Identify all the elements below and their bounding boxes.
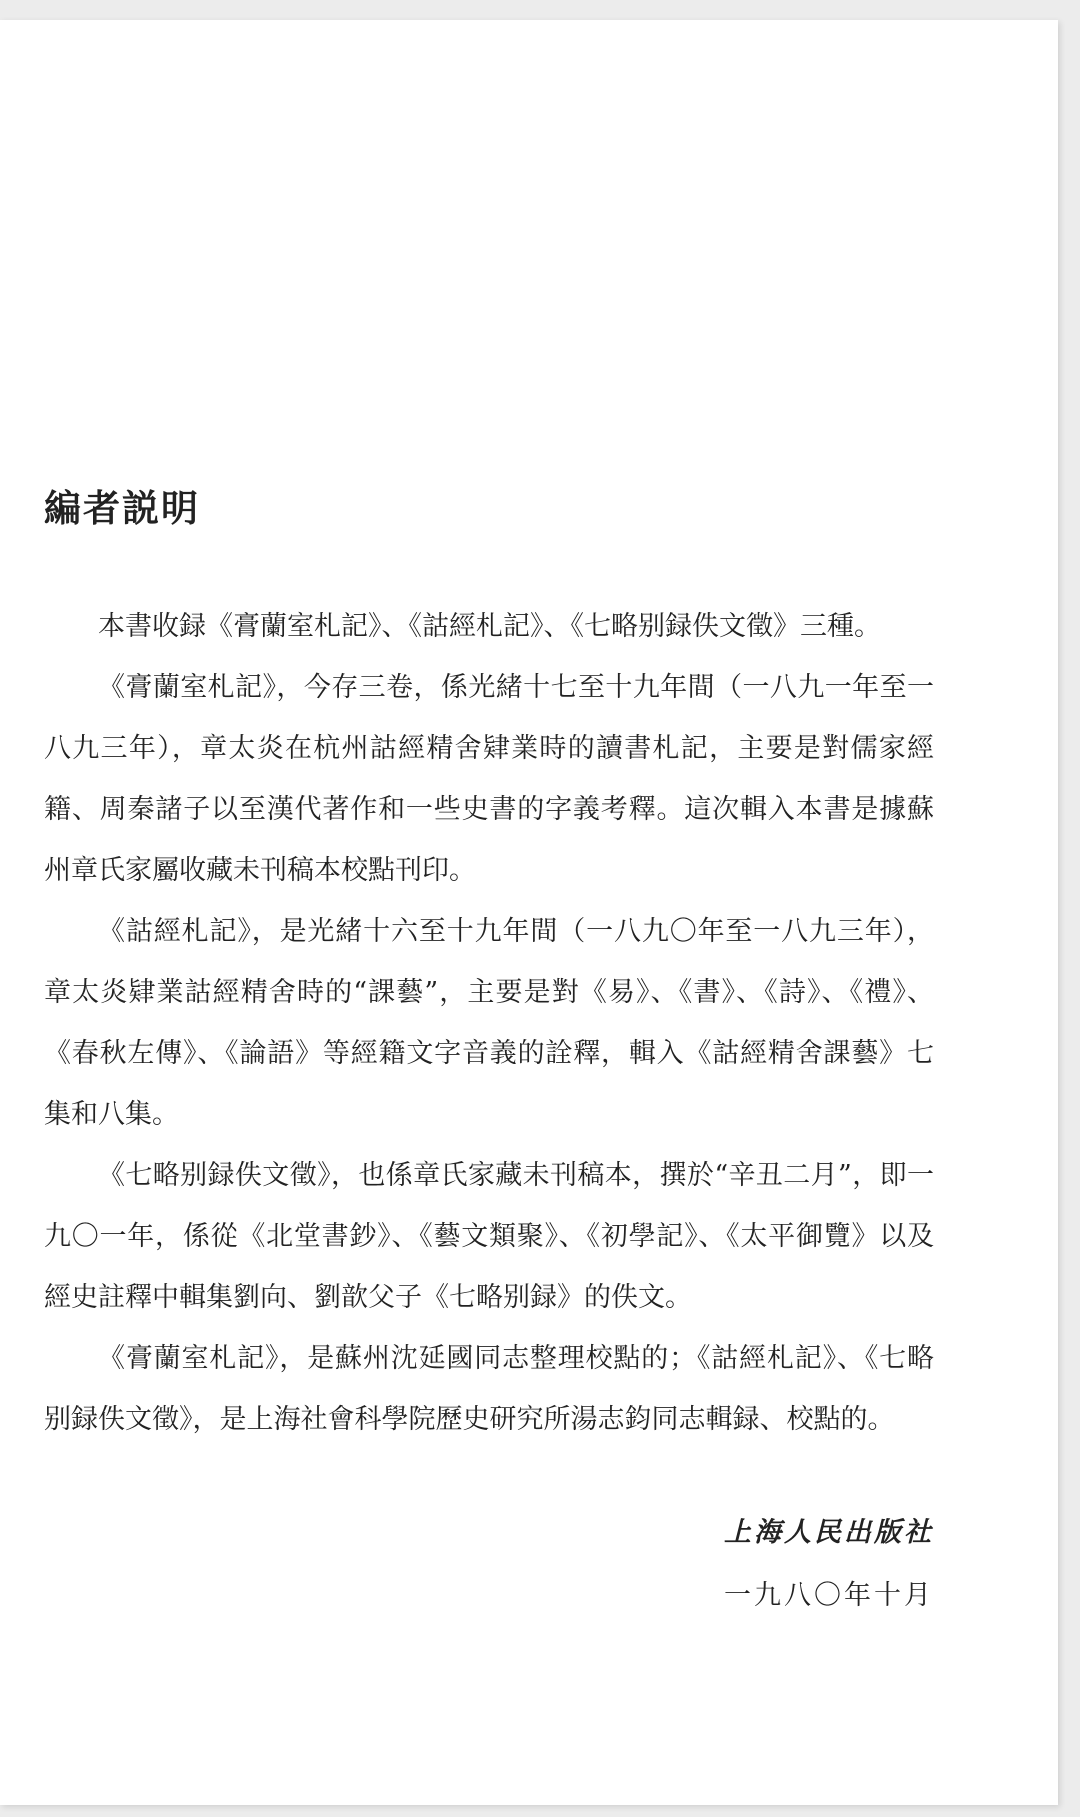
publication-date: 一九八〇年十月 xyxy=(724,1580,934,1611)
paragraph-1: 本書收録《膏蘭室札記》、《詁經札記》、《七略别録佚文徵》三種。 xyxy=(98,611,881,642)
paragraph-2: 《膏蘭室札記》，今存三卷，係光緒十七至十九年間（一八九一年至一八九三年），章太炎在杭州詁經精舍肄業時的讀書札記，主要是對儒家經籍、周秦諸子以至漢代著作和一些史書的字義考釋。這次輯入本書是據蘇州章氏家屬收藏未刊稿本校點刊印。 xyxy=(44,672,934,886)
publisher-signature: 上海人民出版社 xyxy=(724,1517,934,1548)
page-title: 編者説明 xyxy=(44,487,200,530)
paragraph-5: 《膏蘭室札記》，是蘇州沈延國同志整理校點的；《詁經札記》、《七略别録佚文徵》，是上海社會科學院歷史研究所湯志鈞同志輯録、校點的。 xyxy=(44,1343,934,1435)
document-page xyxy=(0,20,1058,1805)
body-text xyxy=(44,596,934,1450)
paragraph-4: 《七略别録佚文徵》，也係章氏家藏未刊稿本，撰於“辛丑二月”，即一九〇一年，係從《北堂書鈔》、《藝文類聚》、《初學記》、《太平御覽》以及經史註釋中輯集劉向、劉歆父子《七略别録》的佚文。 xyxy=(44,1160,934,1313)
paragraph-3: 《詁經札記》，是光緒十六至十九年間（一八九〇年至一八九三年），章太炎肄業詁經精舍時的“課藝”，主要是對《易》、《書》、《詩》、《禮》、《春秋左傳》、《論語》等經籍文字音義的詮釋，輯入《詁經精舍課藝》七集和八集。 xyxy=(44,916,934,1130)
